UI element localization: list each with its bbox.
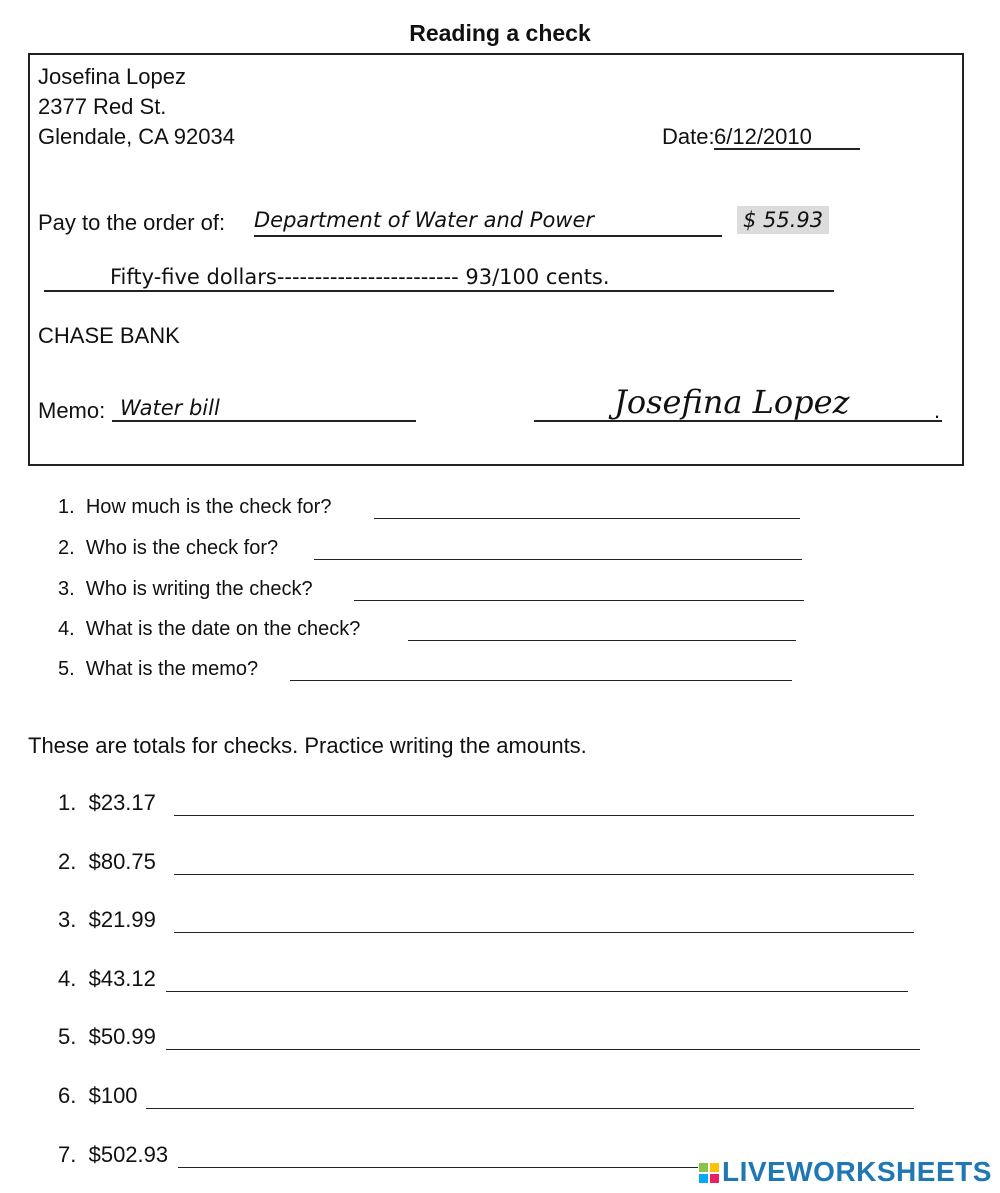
answer-line[interactable] [146, 1108, 914, 1109]
question-item: 3. Who is writing the check? [58, 578, 313, 600]
written-amount: Fifty-five dollars------------------------ 93/100 cents. [110, 265, 610, 289]
answer-line[interactable] [314, 559, 802, 560]
question-item: 1. How much is the check for? [58, 496, 332, 518]
answer-line[interactable] [408, 640, 796, 641]
practice-instruction: These are totals for checks. Practice writing the amounts. [28, 733, 587, 758]
answer-line[interactable] [374, 518, 800, 519]
date-underline [714, 148, 860, 150]
practice-item: 2. $80.75 [58, 849, 156, 874]
answer-line[interactable] [290, 680, 792, 681]
check-city: Glendale, CA 92034 [38, 124, 235, 149]
check-name: Josefina Lopez [38, 64, 186, 89]
payee: Department of Water and Power [254, 208, 595, 232]
answer-line[interactable] [166, 1049, 920, 1050]
question-item: 5. What is the memo? [58, 658, 259, 680]
question-item: 4. What is the date on the check? [58, 618, 361, 640]
memo-value: Water bill [120, 396, 220, 420]
memo-underline [112, 420, 416, 422]
answer-line[interactable] [174, 874, 914, 875]
practice-item: 3. $21.99 [58, 907, 156, 932]
date-value: 6/12/2010 [714, 124, 812, 149]
signature-end-mark: . [934, 398, 941, 423]
payee-underline [254, 235, 722, 237]
written-amount-underline [44, 290, 834, 292]
signature: Josefina Lopez [614, 383, 850, 421]
check-street: 2377 Red St. [38, 94, 167, 119]
check-amount: $ 55.93 [737, 206, 829, 234]
watermark-logo: LIVEWORKSHEETS [698, 1156, 992, 1188]
pay-label: Pay to the order of: [38, 210, 226, 235]
answer-line[interactable] [354, 600, 804, 601]
question-item: 2. Who is the check for? [58, 537, 279, 559]
answer-line[interactable] [174, 815, 914, 816]
liveworksheets-icon [698, 1162, 720, 1184]
practice-item: 5. $50.99 [58, 1024, 156, 1049]
answer-line[interactable] [166, 991, 908, 992]
bank-name: CHASE BANK [38, 323, 180, 348]
signature-underline [534, 420, 942, 422]
page-title: Reading a check [409, 20, 591, 46]
memo-label: Memo: [38, 398, 106, 423]
practice-item: 1. $23.17 [58, 790, 156, 815]
answer-line[interactable] [178, 1167, 698, 1168]
date-label: Date: [662, 124, 715, 149]
practice-item: 6. $100 [58, 1083, 138, 1108]
answer-line[interactable] [174, 932, 914, 933]
practice-item: 7. $502.93 [58, 1142, 169, 1167]
practice-item: 4. $43.12 [58, 966, 156, 991]
